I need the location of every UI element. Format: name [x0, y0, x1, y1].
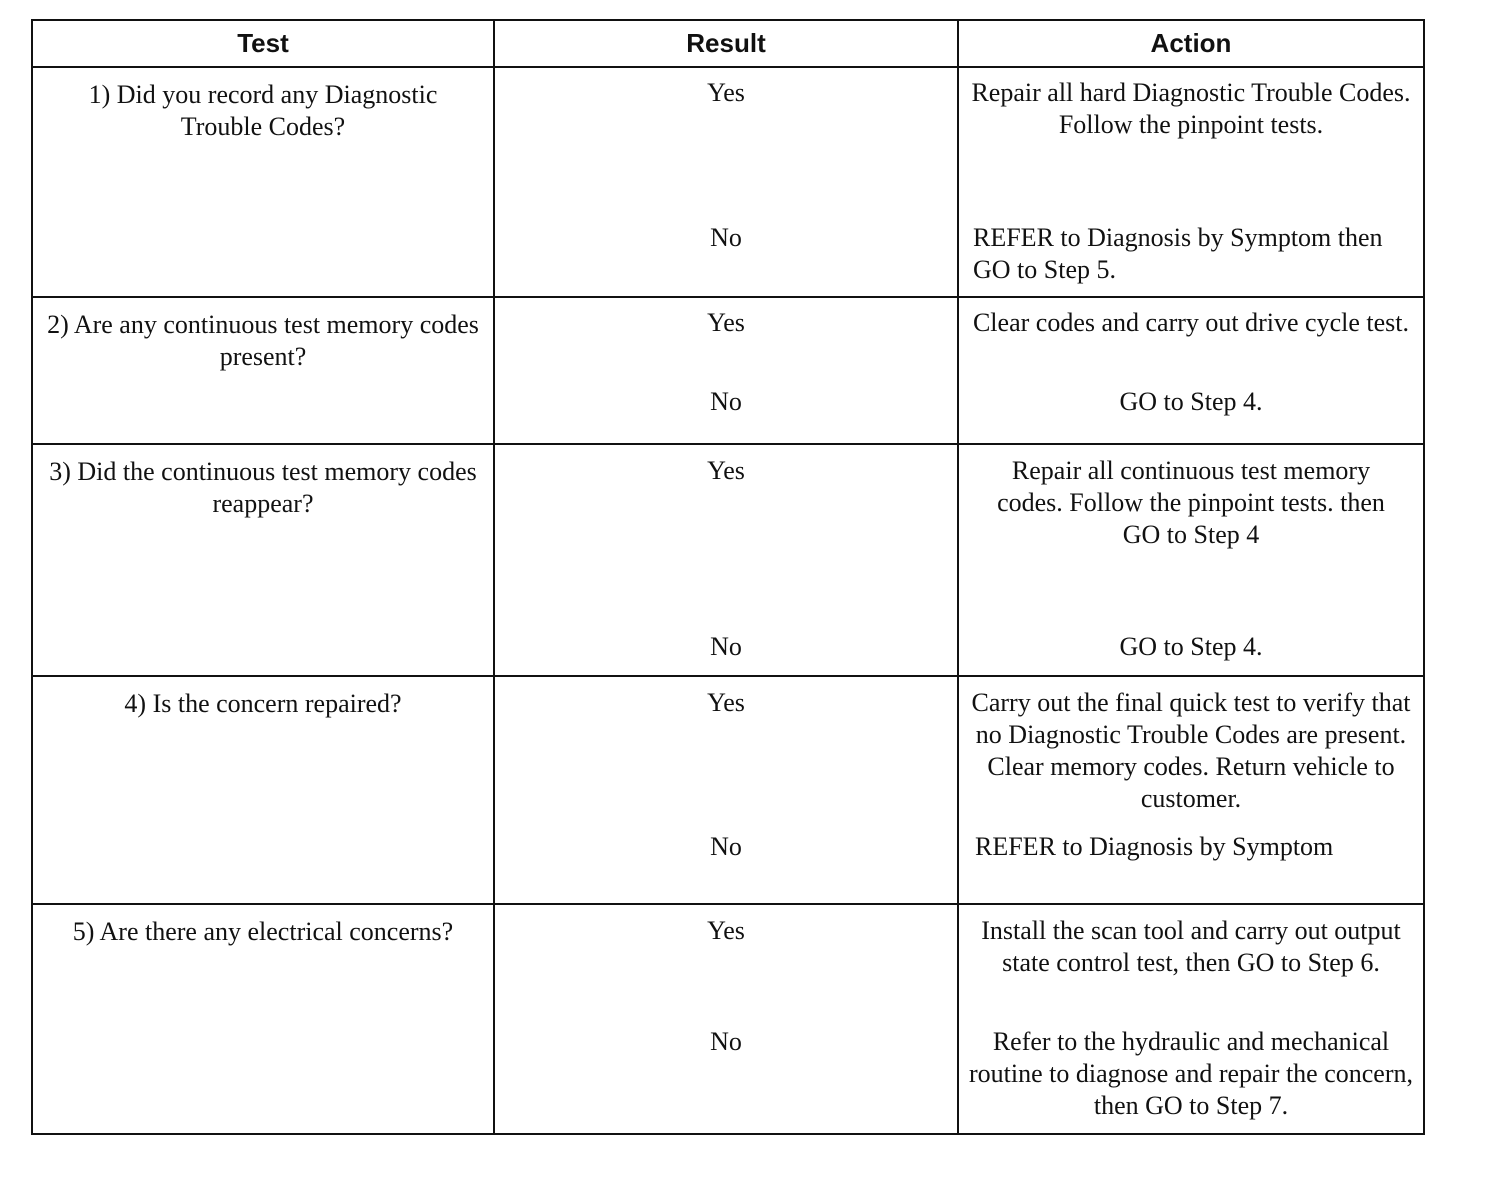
table-row: [32, 297, 1424, 444]
table-row: [32, 904, 1424, 1134]
test-cell: 3) Did the continuous test memory codes reappear?: [32, 444, 494, 676]
result-yes: Yes: [707, 78, 745, 107]
action-yes: Clear codes and carry out drive cycle test.: [972, 308, 1410, 337]
diagnostic-table: [31, 19, 1425, 1135]
test-cell: 4) Is the concern repaired?: [32, 676, 494, 904]
result-cell: [494, 904, 958, 1134]
table-row: [32, 67, 1424, 297]
table-row: [32, 444, 1424, 676]
result-yes: Yes: [707, 688, 745, 717]
result-no: No: [710, 832, 742, 861]
result-no: No: [710, 387, 742, 416]
diagnostic-table-container: [31, 19, 1423, 1135]
action-cell: [958, 67, 1424, 297]
action-cell: [958, 676, 1424, 904]
header-result: Result: [494, 20, 958, 67]
result-no: No: [710, 223, 742, 252]
result-cell: [494, 676, 958, 904]
result-yes: Yes: [707, 308, 745, 337]
result-cell: [494, 444, 958, 676]
action-cell: [958, 904, 1424, 1134]
test-cell: 1) Did you record any Diagnostic Trouble Codes?: [32, 67, 494, 297]
header-test: Test: [32, 20, 494, 67]
action-yes: Carry out the final quick test to verify that no Diagnostic Trouble Codes are present. Clear memory codes. Return vehicle to customer.: [971, 688, 1411, 813]
action-no: Refer to the hydraulic and mechanical routine to diagnose and repair the concern, then GO to Step 7.: [969, 1027, 1413, 1120]
result-cell: [494, 67, 958, 297]
action-yes: Install the scan tool and carry out output state control test, then GO to Step 6.: [981, 916, 1401, 977]
result-no: No: [710, 1027, 742, 1056]
result-yes: Yes: [707, 916, 745, 945]
action-yes: Repair all continuous test memory codes. Follow the pinpoint tests. then GO to Step 4: [997, 456, 1385, 549]
test-cell: 2) Are any continuous test memory codes present?: [32, 297, 494, 444]
header-row: [32, 20, 1424, 67]
test-cell: 5) Are there any electrical concerns?: [32, 904, 494, 1134]
table-row: [32, 676, 1424, 904]
action-no: GO to Step 4.: [1119, 387, 1263, 416]
result-yes: Yes: [707, 456, 745, 485]
action-yes: Repair all hard Diagnostic Trouble Codes. Follow the pinpoint tests.: [971, 78, 1411, 139]
result-no: No: [710, 632, 742, 661]
action-no: GO to Step 4.: [1119, 632, 1263, 661]
header-action: Action: [958, 20, 1424, 67]
action-no: REFER to Diagnosis by Symptom: [975, 832, 1334, 861]
action-cell: [958, 297, 1424, 444]
action-cell: [958, 444, 1424, 676]
result-cell: [494, 297, 958, 444]
action-no: REFER to Diagnosis by Symptom then GO to Step 5.: [973, 223, 1383, 284]
